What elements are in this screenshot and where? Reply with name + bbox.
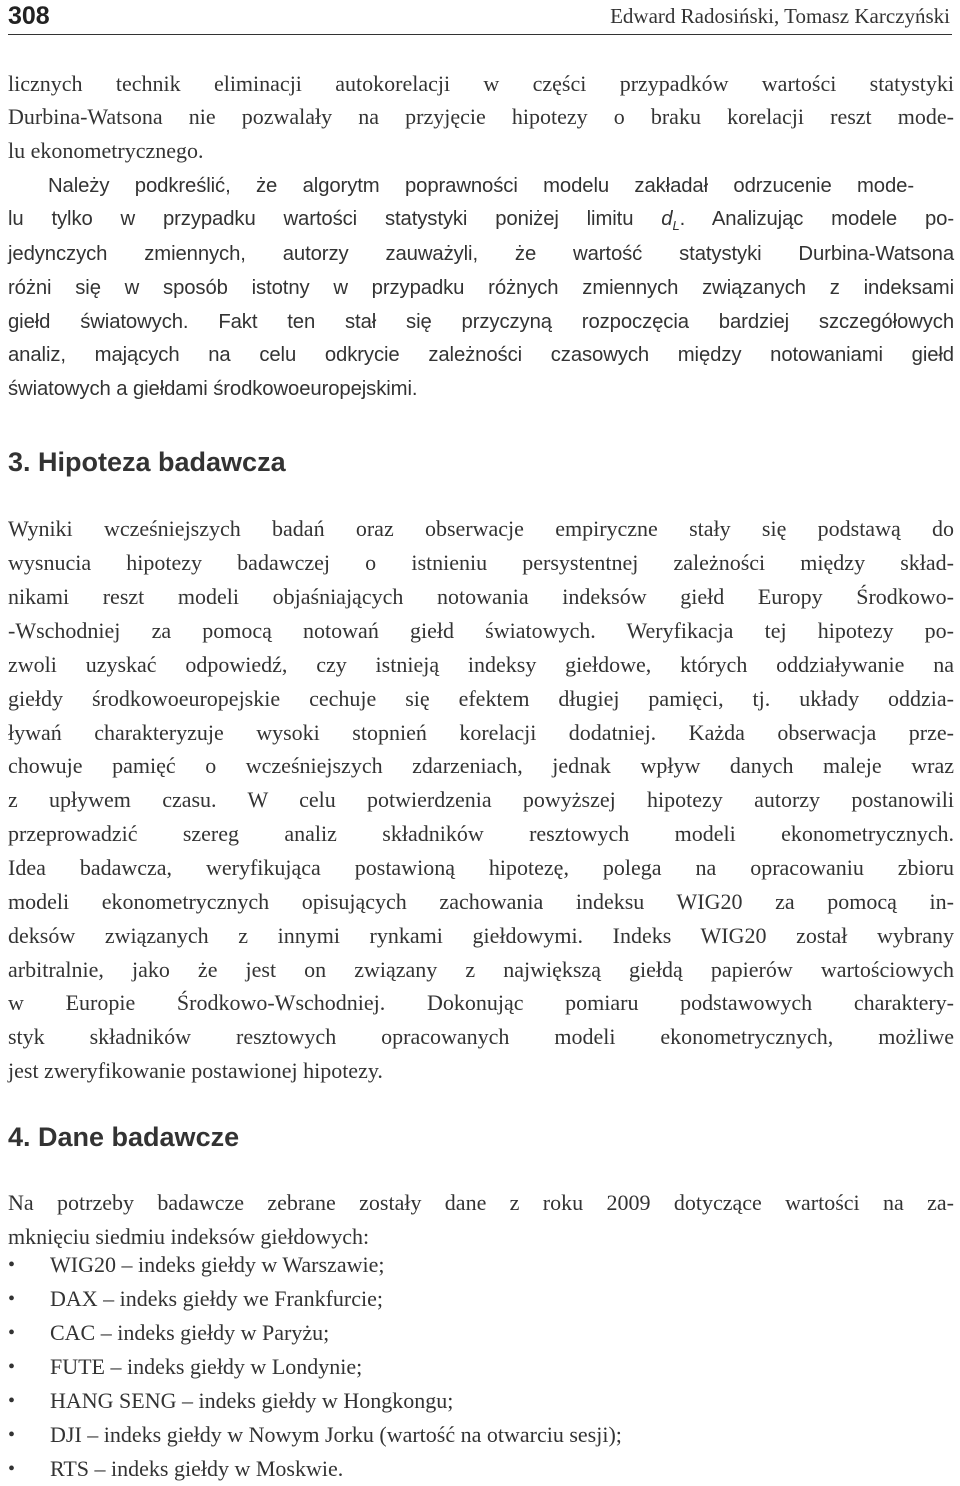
body-line: nikami reszt modeli objaśniających notowania indeksów giełd Europy Środkowo- xyxy=(8,584,954,609)
list-item xyxy=(8,1316,622,1350)
math-symbol: d xyxy=(661,208,673,230)
list-item-text: RTS – indeks giełdy w Moskwie. xyxy=(50,1456,344,1481)
body-line: Idea badawcza, weryfikująca postawioną hipotezę, polega na opracowaniu zbioru xyxy=(8,855,954,880)
list-item-text: WIG20 – indeks giełdy w Warszawie; xyxy=(50,1252,385,1277)
body-line: giełdy środkowoeuropejskie cechuje się efektem długiej pamięci, tj. układy oddzia- xyxy=(8,686,954,711)
body-line: wysnucia hipotezy badawczej o istnieniu persystentnej zależności między skład- xyxy=(8,550,954,575)
body-line: jedynczych zmiennych, autorzy zauważyli, że wartość statystyki Durbina-Watsona xyxy=(8,243,954,265)
body-text: lu tylko w przypadku wartości statystyki poniżej limitu xyxy=(8,208,662,230)
body-line: różni się w sposób istotny w przypadku różnych zmiennych związanych z indeksami xyxy=(8,277,954,299)
list-item-text: DJI – indeks giełdy w Nowym Jorku (wartość na otwarciu sesji); xyxy=(50,1422,622,1447)
list-item xyxy=(8,1248,622,1282)
body-text: . Analizując modele po- xyxy=(679,208,954,230)
bullet-icon: • xyxy=(8,1356,16,1378)
body-line: zwoli uzyskać odpowiedź, czy istnieją indeksy giełdowe, których oddziaływanie na xyxy=(8,652,954,677)
bullet-icon: • xyxy=(8,1254,16,1276)
body-line: styk składników resztowych opracowanych modeli ekonometrycznych, możliwe xyxy=(8,1024,954,1049)
body-line: jest zweryfikowanie postawionej hipotezy. xyxy=(8,1058,383,1083)
list-item-text: HANG SENG – indeks giełdy w Hongkongu; xyxy=(50,1388,454,1413)
list-item xyxy=(8,1384,622,1418)
list-item xyxy=(8,1350,622,1384)
list-item-text: CAC – indeks giełdy w Paryżu; xyxy=(50,1320,330,1345)
list-item xyxy=(8,1452,622,1486)
section-heading-3: 3. Hipoteza badawcza xyxy=(8,447,286,477)
body-line: chowuje pamięć o wcześniejszych zdarzeniach, jednak wpływ danych maleje wraz xyxy=(8,753,954,778)
body-line: arbitralnie, jako że jest on związany z największą giełdą papierów wartościowych xyxy=(8,957,954,982)
body-line: Na potrzeby badawcze zebrane zostały dane z roku 2009 dotyczące wartości na za- xyxy=(8,1190,954,1215)
body-line: analiz, mających na celu odkrycie zależności czasowych między notowaniami giełd xyxy=(8,344,954,366)
section-heading-4: 4. Dane badawcze xyxy=(8,1122,240,1152)
math-d-l xyxy=(661,208,680,233)
bullet-icon: • xyxy=(8,1424,16,1446)
body-line: Durbina-Watsona nie pozwalały na przyjęcie hipotezy o braku korelacji reszt mode- xyxy=(8,104,954,129)
body-line: modeli ekonometrycznych opisujących zachowania indeksu WIG20 za pomocą in- xyxy=(8,889,954,914)
body-line: Należy podkreślić, że algorytm poprawności modelu zakładał odrzucenie mode- xyxy=(48,175,914,197)
list-item-text: FUTE – indeks giełdy w Londynie; xyxy=(50,1354,363,1379)
body-line: w Europie Środkowo-Wschodniej. Dokonując pomiaru podstawowych charaktery- xyxy=(8,990,954,1015)
body-line: przeprowadzić szereg analiz składników resztowych modeli ekonometrycznych. xyxy=(8,821,954,846)
list-item-text: DAX – indeks giełdy we Frankfurcie; xyxy=(50,1286,383,1311)
bullet-icon: • xyxy=(8,1458,16,1480)
body-line: z upływem czasu. W celu potwierdzenia powyższej hipotezy autorzy postanowili xyxy=(8,787,954,812)
list-item xyxy=(8,1418,622,1452)
body-line: licznych technik eliminacji autokorelacji w części przypadków wartości statystyki xyxy=(8,71,954,96)
bullet-icon: • xyxy=(8,1322,16,1344)
bullet-icon: • xyxy=(8,1288,16,1310)
body-line: mknięciu siedmiu indeksów giełdowych: xyxy=(8,1224,370,1249)
math-subscript: L xyxy=(672,218,680,233)
index-list xyxy=(8,1248,622,1486)
body-line: deksów związanych z innymi rynkami giełdowymi. Indeks WIG20 został wybrany xyxy=(8,923,954,948)
body-line: -Wschodniej za pomocą notowań giełd światowych. Weryfikacja tej hipotezy po- xyxy=(8,618,954,643)
running-header-authors: Edward Radosiński, Tomasz Karczyński xyxy=(610,4,950,28)
body-line: światowych a giełdami środkowoeuropejskimi. xyxy=(8,378,418,400)
body-line: Wyniki wcześniejszych badań oraz obserwacje empiryczne stały się podstawą do xyxy=(8,516,954,541)
page-number: 308 xyxy=(8,2,50,30)
page-header xyxy=(8,0,952,35)
body-line: lu ekonometrycznego. xyxy=(8,138,204,163)
list-item xyxy=(8,1282,622,1316)
bullet-icon: • xyxy=(8,1390,16,1412)
body-line: giełd światowych. Fakt ten stał się przyczyną rozpoczęcia bardziej szczegółowych xyxy=(8,311,954,333)
body-line xyxy=(8,203,954,242)
body-line: ływań charakteryzuje wysoki stopnień korelacji dodatniej. Każda obserwacja prze- xyxy=(8,720,954,745)
